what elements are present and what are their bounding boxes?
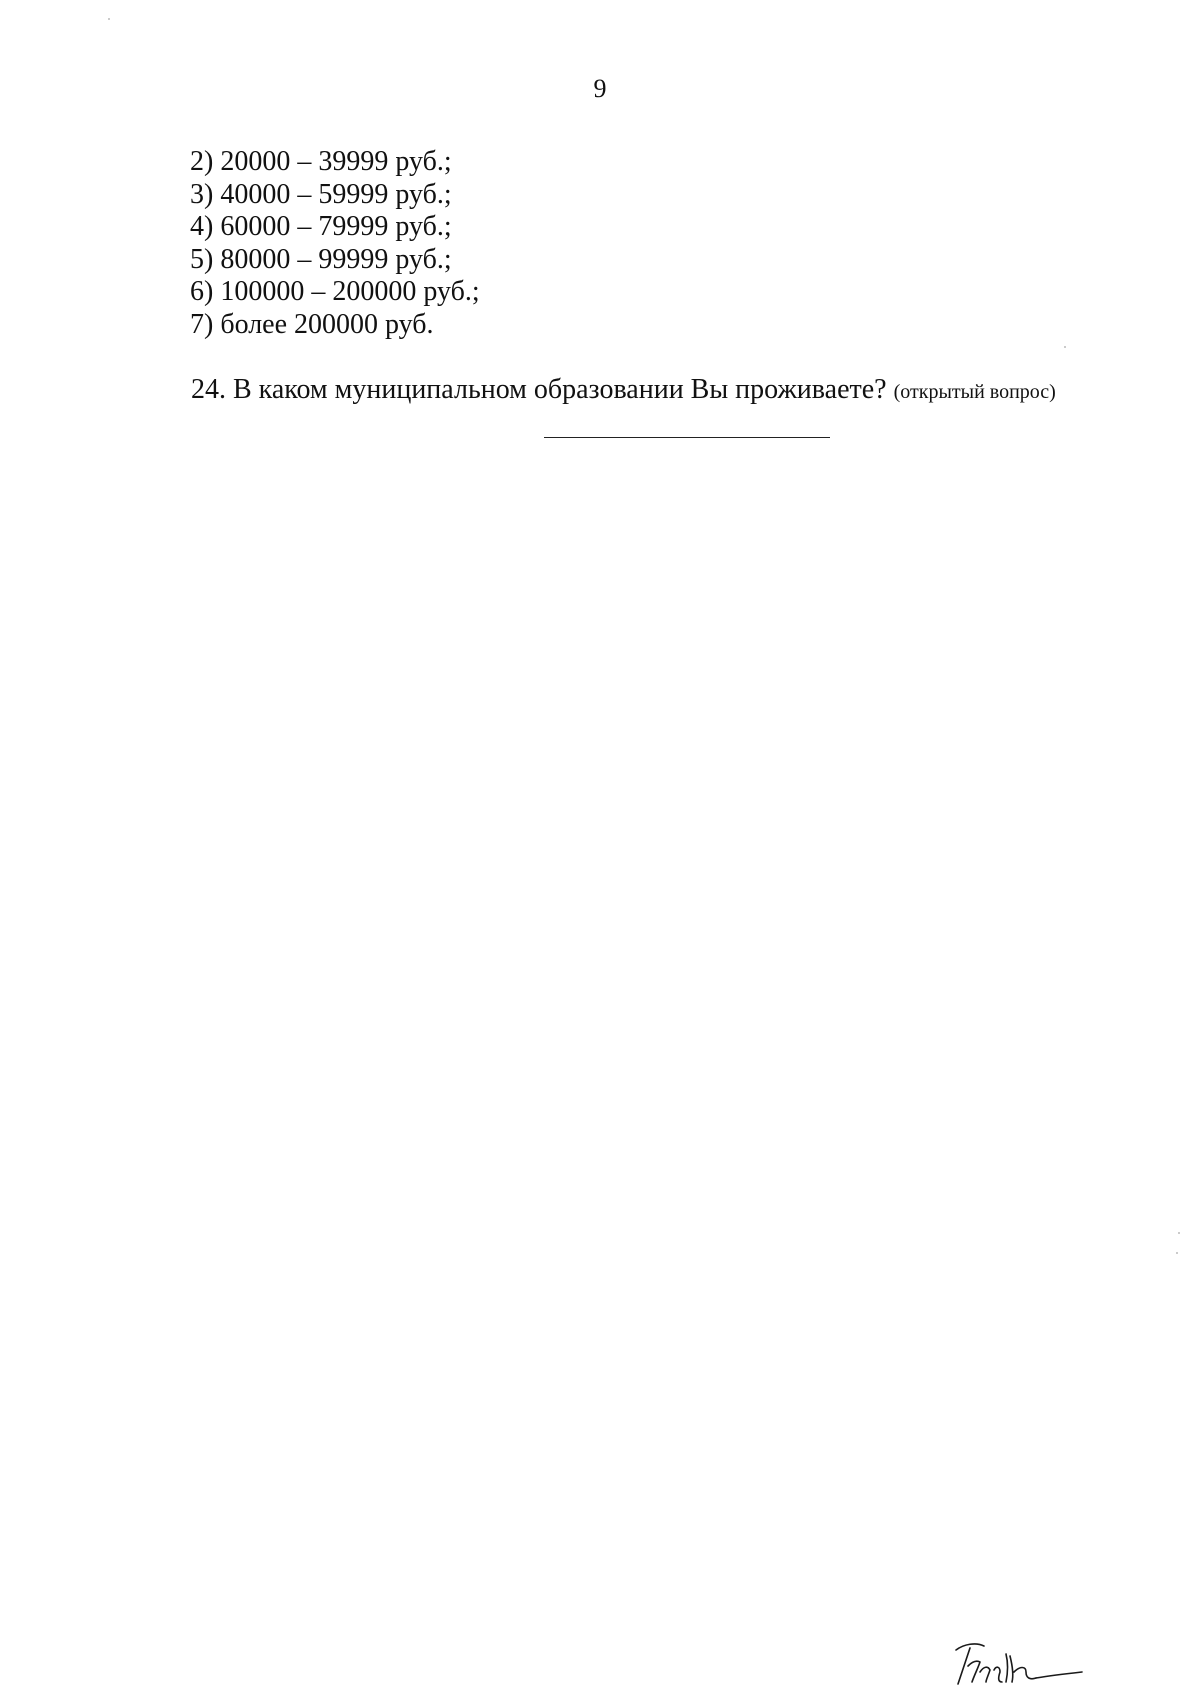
income-options-list	[190, 146, 480, 341]
scan-speck	[1064, 346, 1066, 348]
income-option: 3) 40000 – 59999 руб.;	[190, 178, 452, 210]
signature-icon	[950, 1636, 1090, 1688]
question-24	[191, 374, 1056, 408]
income-option: 7) более 200000 руб.	[190, 308, 434, 340]
question-note: (открытый вопрос)	[893, 381, 1056, 403]
answer-line	[544, 437, 830, 438]
page-number: 9	[593, 74, 607, 103]
question-text: 24. В каком муниципальном образовании Вы проживаете?	[191, 374, 887, 405]
income-option: 2) 20000 – 39999 руб.;	[190, 146, 452, 177]
income-option: 4) 60000 – 79999 руб.;	[190, 211, 452, 242]
scan-speck	[108, 18, 110, 20]
income-option: 5) 80000 – 99999 руб.;	[190, 243, 452, 275]
scan-speck	[1178, 1232, 1180, 1234]
income-option: 6) 100000 – 200000 руб.;	[190, 276, 480, 307]
scan-speck	[1176, 1252, 1178, 1254]
